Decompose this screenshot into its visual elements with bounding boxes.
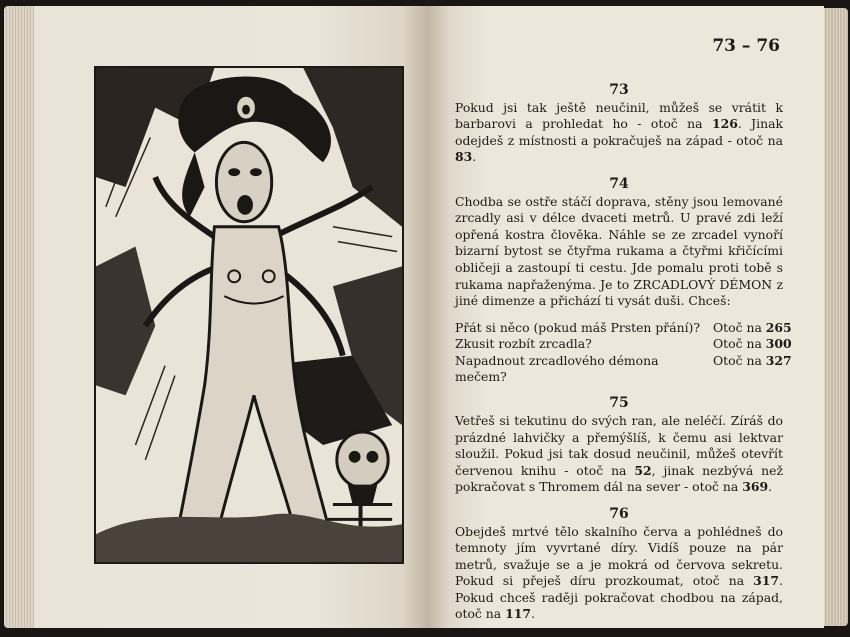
choice-target: Otoč na 327 — [713, 352, 792, 368]
choice-target: Otoč na 300 — [713, 336, 792, 352]
choice-target: Otoč na 265 — [713, 319, 792, 335]
section-76 — [455, 506, 783, 623]
turn-to-link: 265 — [765, 319, 792, 335]
choice-list — [455, 319, 792, 386]
section-paragraph: Vetřeš si tekutinu do svých ran, ale neléčí. Zíráš do prázdné lahvičky a přemýšlíš, k čemu asi lektvar sloužil. Pokud jsi tak dosud neučinil, můžeš otevřít červenou knihu - otoč na 52, jinak nezbývá než pokračovat s Thromem dál na sever - otoč na 369. — [455, 412, 783, 495]
section-paragraph: Obejdeš mrtvé tělo skalního červa a pohlédneš do temnoty jím vyvrtané díry. Vidíš pouze na pár metrů, svažuje se a je mokrá od červova sekretu. Pokud si přeješ díru prozkoumat, otoč na 317. Pokud chceš raději pokračovat chodbou na západ, otoč na 117. — [455, 523, 783, 622]
section-number: 75 — [609, 395, 629, 412]
section-74 — [455, 175, 792, 385]
choice-text: Zkusit rozbít zrcadla? — [455, 336, 592, 352]
section-paragraph: Pokud jsi tak ještě neučinil, můžeš se vrátit k barbarovi a prohledat ho - otoč na 126. Jinak odejdeš z místnosti a pokračuješ na západ - otoč na 83. — [455, 99, 783, 165]
section-75 — [455, 395, 783, 496]
page-edges-left — [4, 6, 36, 628]
section-paragraph: Chodba se ostře stáčí doprava, stěny jsou lemované zrcadly asi v délce dvaceti metrů. U pravé zdi leží opřená kostra člověka. Náhle se ze zrcadel vynoří bizarní bytost se čtyřma rukama a čtyřmi křičícími obličeji a zastoupí ti cestu. Jde pomalu proti tobě s rukama napřaženýma. Je to ZRCADLOVÝ DÉMON z jiné dimenze a přichází ti vysát duši. Chceš: — [455, 193, 783, 309]
choice-text: Přát si něco (pokud máš Prsten přání)? — [455, 319, 701, 335]
turn-to-link: 327 — [765, 352, 792, 368]
turn-to-link: 369 — [742, 479, 769, 495]
turn-to-link: 117 — [505, 606, 531, 622]
choice-row — [455, 319, 792, 336]
turn-to-link: 52 — [634, 462, 652, 478]
section-number: 76 — [609, 505, 629, 522]
page-section-range: 73 – 76 — [712, 36, 780, 56]
section-73 — [455, 82, 783, 166]
choice-text: Napadnout zrcadlového démona mečem? — [455, 352, 659, 384]
turn-to-link: 300 — [765, 336, 792, 352]
section-number: 74 — [609, 175, 629, 192]
mirror-demon-illustration — [94, 66, 404, 564]
section-number: 73 — [609, 82, 629, 98]
turn-to-link: 83 — [455, 149, 473, 165]
right-page-text — [455, 82, 792, 633]
page-edges-right — [822, 8, 848, 626]
turn-to-link: 126 — [711, 116, 738, 132]
choice-row — [455, 336, 792, 352]
turn-to-link: 317 — [753, 573, 780, 589]
choice-row — [455, 352, 792, 386]
